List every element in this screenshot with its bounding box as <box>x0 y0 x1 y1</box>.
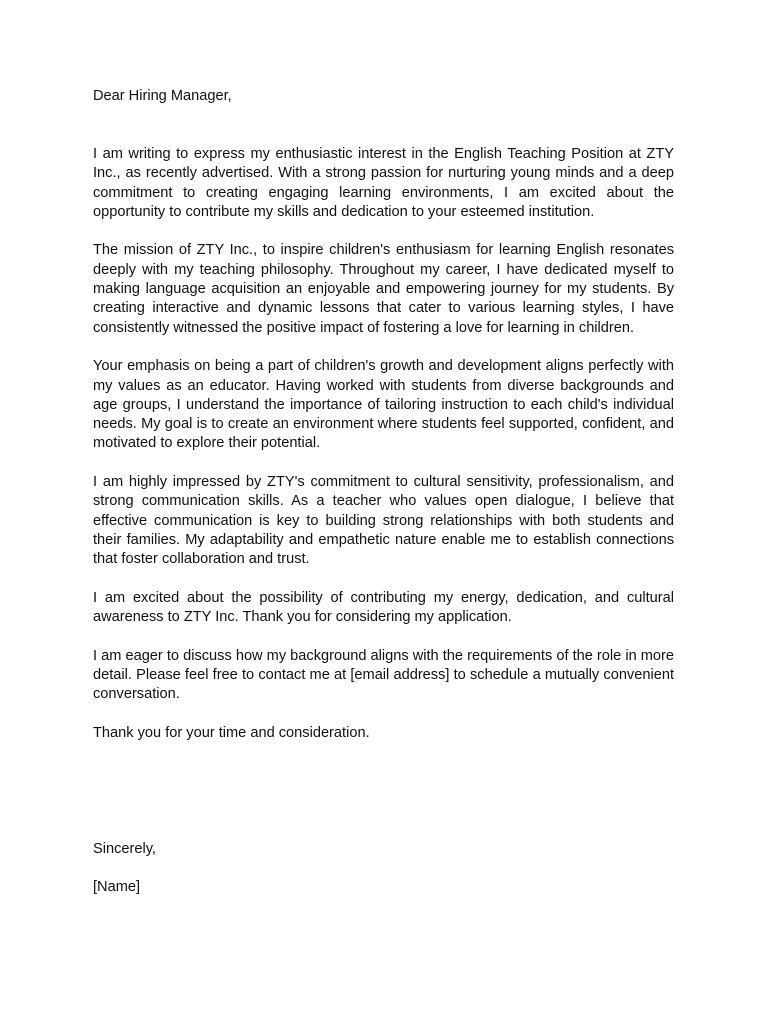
letter-body <box>93 145 674 763</box>
paragraph-6: I am eager to discuss how my background aligns with the requirements of the role in more detail. Please feel free to contact me at [email address] to schedule a mutually convenient conversation. <box>93 647 674 703</box>
paragraph-3: Your emphasis on being a part of children's growth and development aligns perfectly with my values as an educator. Having worked with students from diverse backgrounds and age groups, I understand the importance of tailoring instruction to each child's individual needs. My goal is to create an environment where students feel supported, confident, and motivated to explore their potential. <box>93 358 674 452</box>
salutation: Dear Hiring Manager, <box>93 88 232 104</box>
paragraph-5: I am excited about the possibility of contributing my energy, dedication, and cultural awareness to ZTY Inc. Thank you for considering my application. <box>93 589 674 626</box>
signature: [Name] <box>93 879 141 895</box>
paragraph-1: I am writing to express my enthusiastic interest in the English Teaching Position at ZTY Inc., as recently advertised. With a strong passion for nurturing young minds and a deep commitment to creating engaging learning environments, I am excited about the opportunity to contribute my skills and dedication to your esteemed institution. <box>93 146 674 220</box>
paragraph-7: Thank you for your time and consideration. <box>93 724 370 741</box>
paragraph-2: The mission of ZTY Inc., to inspire children's enthusiasm for learning English resonates deeply with my teaching philosophy. Throughout my career, I have dedicated myself to making language acquisition an enjoyable and empowering journey for my students. By creating interactive and dynamic lessons that cater to various learning styles, I have consistently witnessed the positive impact of fostering a love for learning in children. <box>93 242 674 336</box>
paragraph-4: I am highly impressed by ZTY's commitment to cultural sensitivity, professionalism, and strong communication skills. As a teacher who values open dialogue, I believe that effective communication is key to building strong relationships with both students and their families. My adaptability and empathetic nature enable me to establish connections that foster collaboration and trust. <box>93 474 674 568</box>
closing: Sincerely, <box>93 841 156 857</box>
